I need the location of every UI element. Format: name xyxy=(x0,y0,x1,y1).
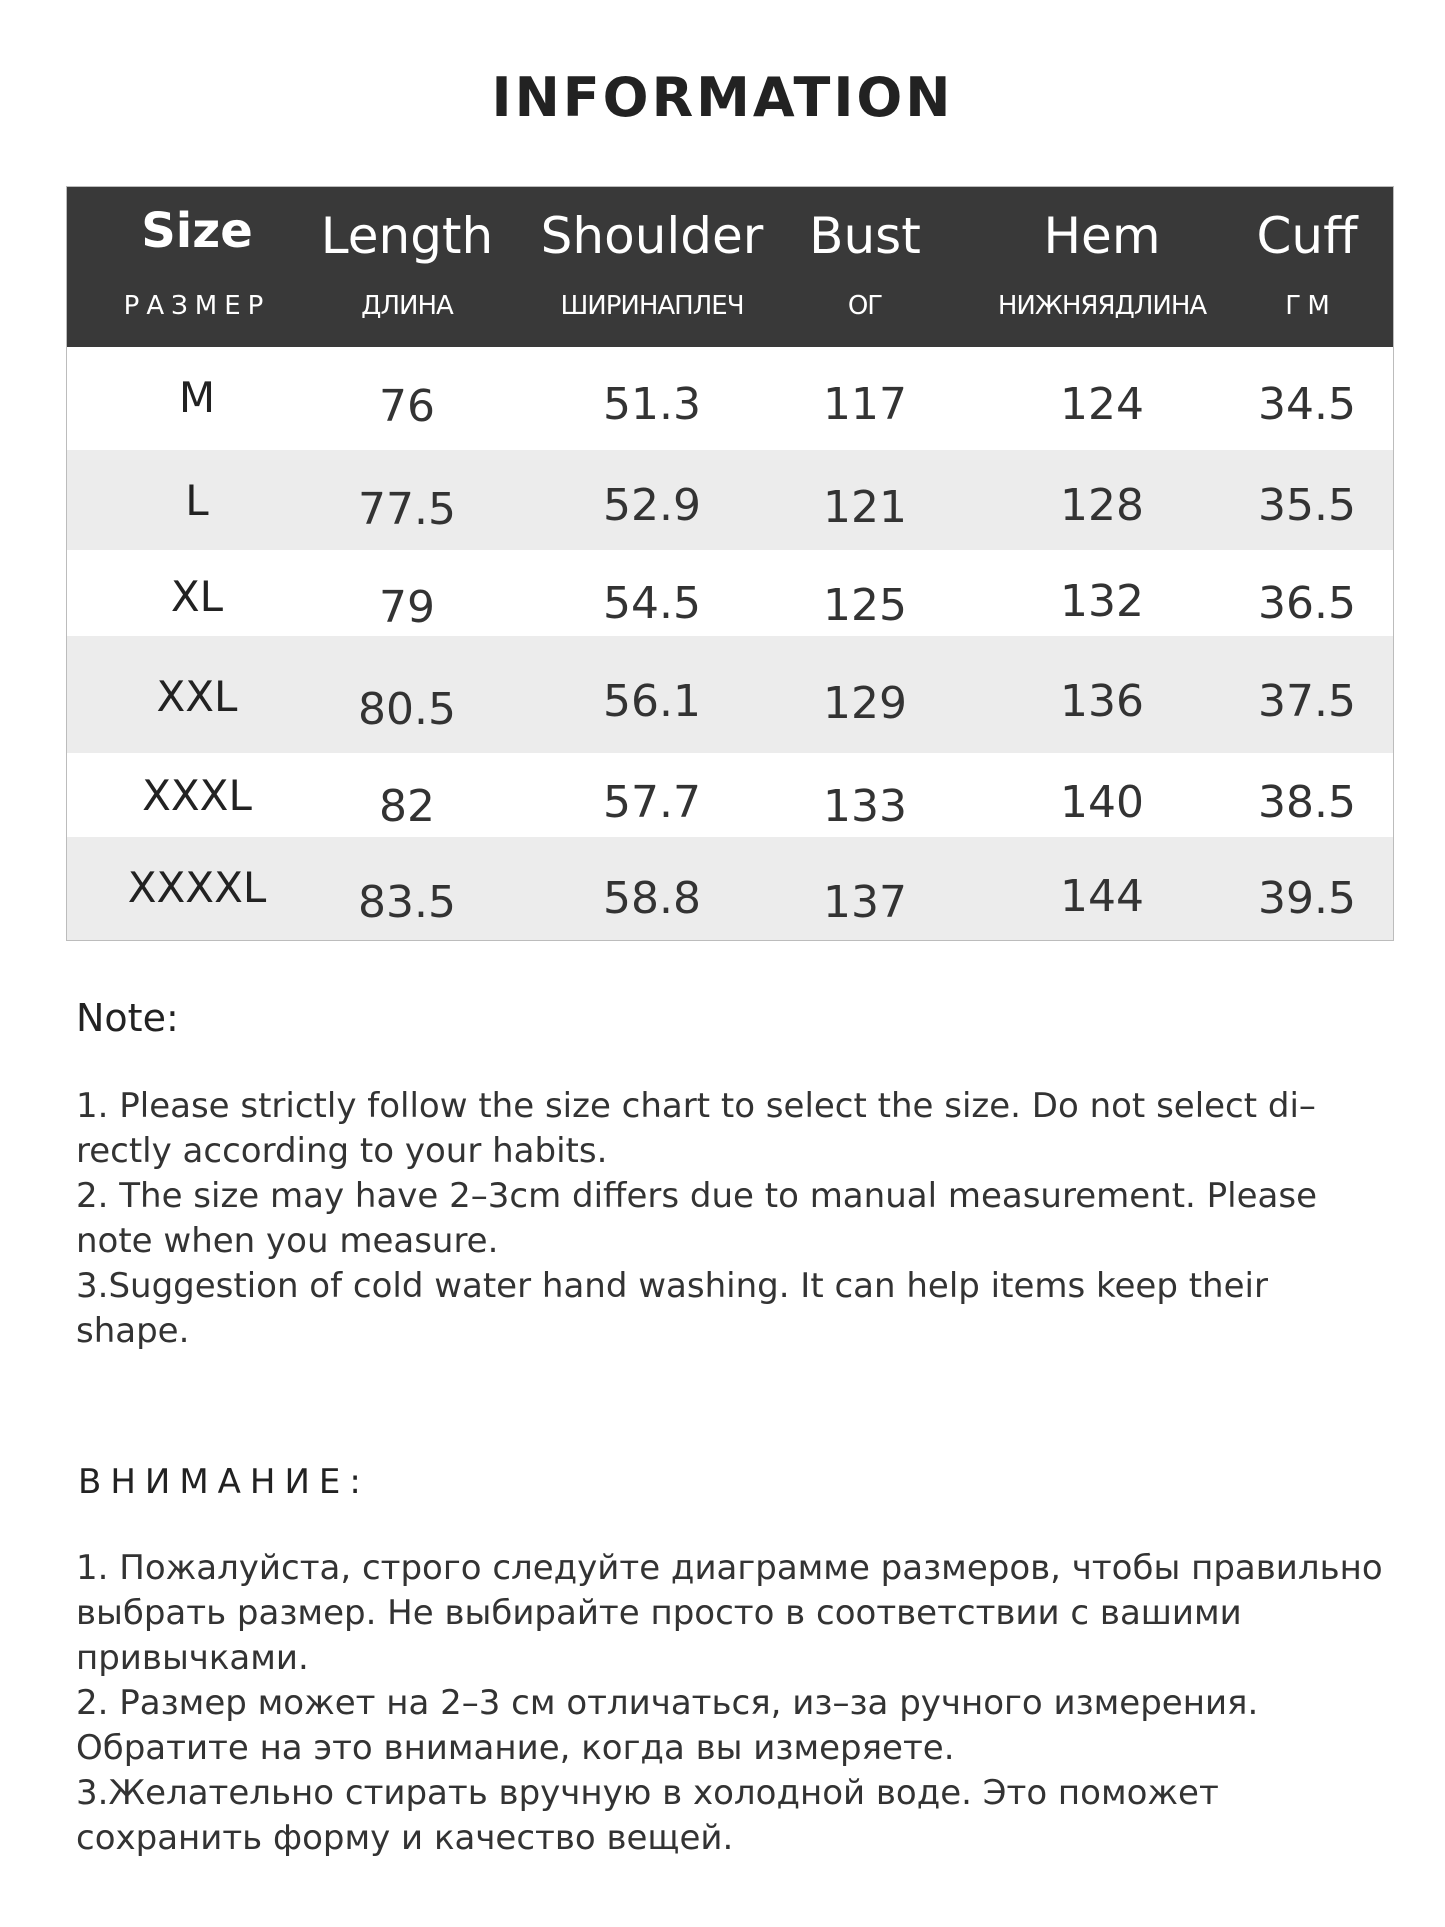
cell-bust: 125 xyxy=(823,580,907,631)
cell-cuff: 34.5 xyxy=(1258,379,1356,430)
cell-bust: 121 xyxy=(823,482,907,533)
header-bust-en: Bust xyxy=(809,207,921,265)
table-header xyxy=(67,187,1393,347)
cell-size: XXL xyxy=(156,672,238,721)
ru-note-body xyxy=(76,1546,1406,1861)
header-shoulder-ru: ШИРИНАПЛЕЧ xyxy=(560,291,744,321)
cell-length: 83.5 xyxy=(358,877,456,928)
header-shoulder-en: Shoulder xyxy=(540,207,764,265)
note-item: 2. The size may have 2–3cm differs due to manual measurement. Please note when you measure. xyxy=(76,1176,1317,1261)
cell-shoulder: 52.9 xyxy=(603,480,701,531)
table-row xyxy=(67,347,1393,450)
table-row xyxy=(67,753,1393,837)
cell-size: XXXL xyxy=(142,771,252,820)
cell-bust: 129 xyxy=(823,678,907,729)
cell-cuff: 39.5 xyxy=(1258,873,1356,924)
cell-shoulder: 56.1 xyxy=(603,676,701,727)
cell-shoulder: 51.3 xyxy=(603,379,701,430)
ru-note-item: 2. Размер может на 2–3 см отличаться, из–за ручного измерения. Обратите на это внимание, когда вы измеряете. xyxy=(76,1683,1259,1768)
cell-hem: 136 xyxy=(1060,676,1144,727)
cell-cuff: 37.5 xyxy=(1258,676,1356,727)
header-bust-ru: ОГ xyxy=(847,291,883,321)
cell-shoulder: 57.7 xyxy=(603,777,701,828)
header-hem-en: Hem xyxy=(1043,207,1161,265)
cell-hem: 140 xyxy=(1060,777,1144,828)
cell-length: 77.5 xyxy=(358,484,456,535)
cell-length: 82 xyxy=(379,781,435,832)
header-length xyxy=(317,187,497,347)
cell-size: XL xyxy=(170,572,224,621)
cell-size: M xyxy=(178,373,216,422)
cell-bust: 137 xyxy=(823,877,907,928)
cell-length: 79 xyxy=(379,582,435,633)
cell-cuff: 36.5 xyxy=(1258,578,1356,629)
cell-hem: 128 xyxy=(1060,480,1144,531)
cell-shoulder: 54.5 xyxy=(603,578,701,629)
header-length-en: Length xyxy=(320,207,494,265)
table-row xyxy=(67,636,1393,753)
header-size xyxy=(67,187,327,347)
table-row xyxy=(67,550,1393,636)
note-item: 1. Please strictly follow the size chart to select the size. Do not select di–rectly according to your habits. xyxy=(76,1086,1316,1171)
ru-note-title: ВНИМАНИЕ: xyxy=(78,1462,370,1502)
header-length-ru: ДЛИНА xyxy=(361,291,453,321)
note-title: Note: xyxy=(76,996,179,1040)
header-cuff xyxy=(1237,187,1377,347)
cell-hem: 144 xyxy=(1060,871,1144,922)
header-shoulder xyxy=(517,187,787,347)
note-item: 3.Suggestion of cold water hand washing. It can help items keep their shape. xyxy=(76,1266,1268,1351)
cell-hem: 124 xyxy=(1060,379,1144,430)
header-size-ru: РАЗМЕР xyxy=(123,291,271,321)
table-body xyxy=(67,347,1393,940)
cell-cuff: 35.5 xyxy=(1258,480,1356,531)
cell-shoulder: 58.8 xyxy=(603,873,701,924)
ru-note-item: 3.Желательно стирать вручную в холодной воде. Это поможет сохранить форму и качество вещей. xyxy=(76,1773,1219,1858)
table-row xyxy=(67,450,1393,550)
cell-cuff: 38.5 xyxy=(1258,777,1356,828)
header-bust xyxy=(785,187,945,347)
size-table xyxy=(66,186,1394,941)
header-cuff-ru: Г М xyxy=(1285,291,1329,321)
cell-size: L xyxy=(185,476,209,525)
cell-bust: 117 xyxy=(823,379,907,430)
cell-hem: 132 xyxy=(1060,576,1144,627)
header-size-en: Size xyxy=(141,203,253,259)
page-title: INFORMATION xyxy=(491,66,954,129)
cell-bust: 133 xyxy=(823,781,907,832)
header-hem-ru: НИЖНЯЯДЛИНА xyxy=(997,291,1207,321)
cell-length: 76 xyxy=(379,381,435,432)
cell-size: XXXXL xyxy=(127,863,267,912)
table-row xyxy=(67,837,1393,940)
header-hem xyxy=(967,187,1237,347)
cell-length: 80.5 xyxy=(358,684,456,735)
ru-note-item: 1. Пожалуйста, строго следуйте диаграмме размеров, чтобы правильно выбрать размер. Не выбирайте просто в соответствии с вашими привычками. xyxy=(76,1548,1383,1678)
header-cuff-en: Cuff xyxy=(1256,207,1358,265)
note-body xyxy=(76,1084,1376,1354)
